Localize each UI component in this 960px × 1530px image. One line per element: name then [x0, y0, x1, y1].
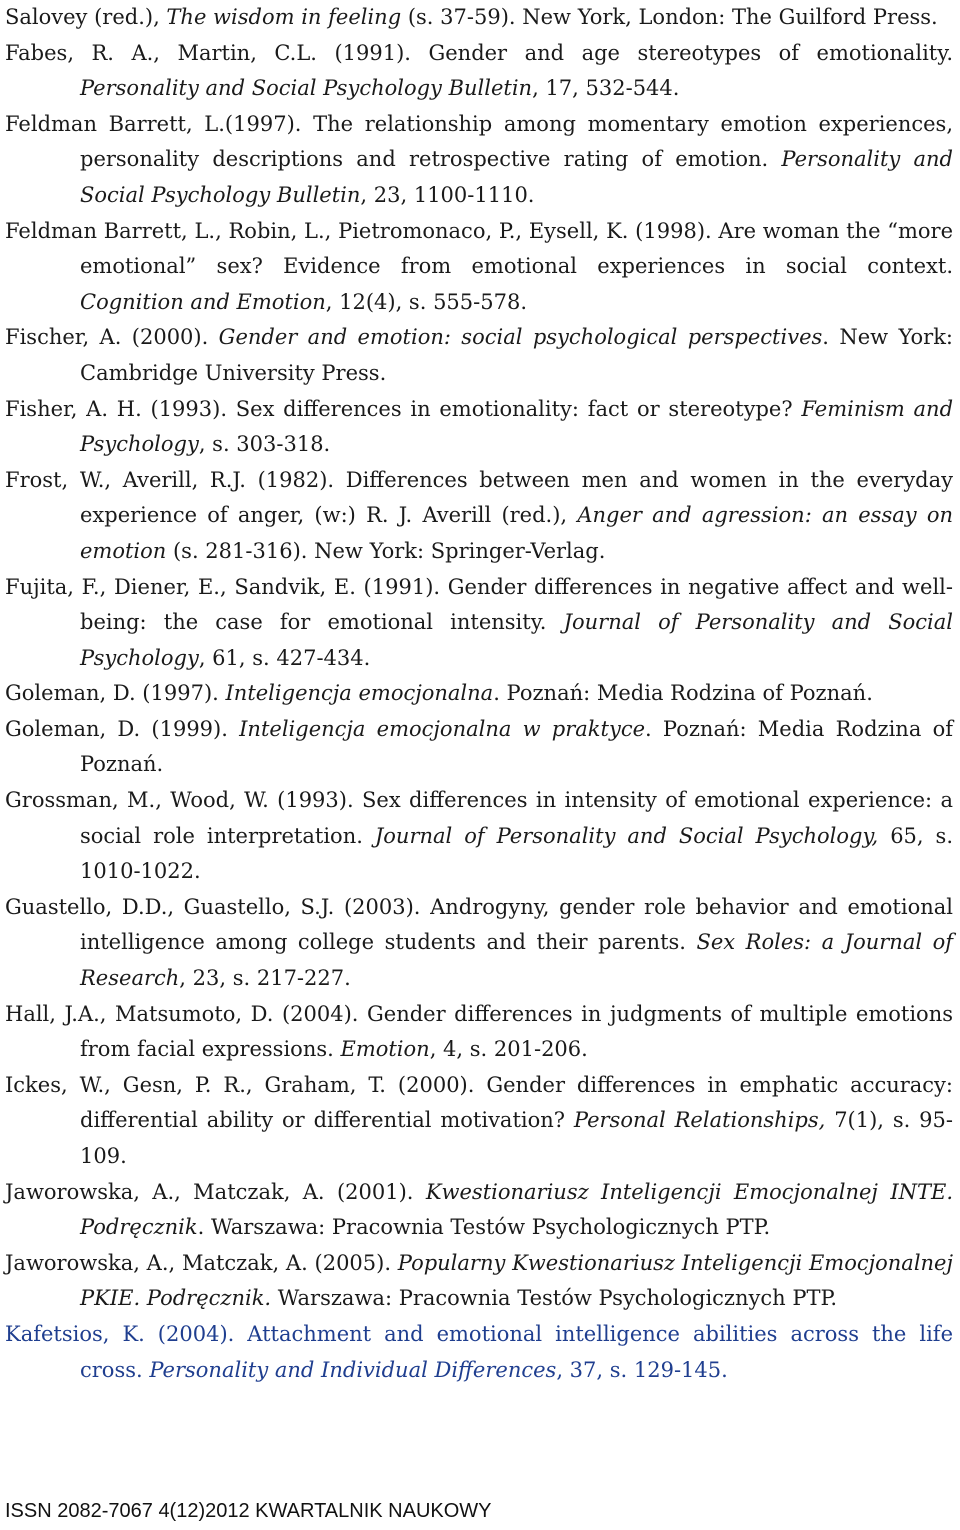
reference-title-italic: Popularny Kwestionariusz Inteligencji Emocjonalnej PKIE. Podręcznik. — [80, 1250, 953, 1311]
reference-text-segment: Goleman, D. (1997). — [5, 681, 226, 706]
reference-text-segment: . New York: Cambridge University Press. — [80, 325, 954, 385]
reference-text-segment: , s. 303-318. — [198, 432, 331, 457]
reference-text-segment: Salovey (red.), — [5, 5, 167, 29]
reference-title-italic: Kwestionariusz Inteligencji Emocjonalnej INTE. Podręcznik — [80, 1179, 953, 1240]
reference-text-segment: (s. 37-59). New York, London: The Guilford Press. — [401, 5, 938, 29]
reference-text-segment: . Poznań: Media Rodzina of Poznań. — [80, 716, 953, 777]
journal-footer: ISSN 2082-7067 4(12)2012 KWARTALNIK NAUKOWY — [5, 1500, 492, 1522]
reference-text-segment: , 23, 1100-1110. — [360, 182, 535, 207]
reference-text-segment: , 61, s. 427-434. — [198, 645, 371, 670]
reference-text-segment: Fischer, A. (2000). — [5, 325, 219, 350]
reference-title-italic: The wisdom in feeling — [166, 5, 402, 29]
reference-entry — [5, 107, 953, 214]
reference-entry — [5, 676, 953, 712]
reference-entry — [5, 392, 953, 463]
reference-text-segment: Goleman, D. (1999). — [5, 716, 240, 741]
reference-text-segment: Jaworowska, A., Matczak, A. (2001). — [5, 1179, 426, 1204]
reference-title-italic: Anger and agression: an essay on emotion — [80, 503, 953, 563]
reference-text-segment: Fabes, R. A., Martin, C.L. (1991). Gender and age stereotypes of emotionality. — [5, 40, 953, 65]
reference-entry — [5, 320, 953, 391]
reference-title-italic: Journal of Personality and Social Psychology, — [374, 823, 879, 848]
reference-entry — [5, 997, 953, 1068]
reference-text-segment: , 37, s. 129-145. — [556, 1357, 728, 1382]
reference-text-segment: Fisher, A. H. (1993). Sex differences in emotionality: fact or stereotype? — [5, 396, 802, 421]
reference-title-italic: Personality and Individual Differences — [149, 1357, 557, 1382]
reference-text-segment: (s. 281-316). New York: Springer-Verlag. — [166, 538, 606, 563]
reference-entry — [5, 1175, 953, 1246]
reference-entry — [5, 214, 953, 321]
reference-title-italic: Journal of Personality and Social Psychology — [80, 610, 953, 670]
reference-text-segment: , 23, s. 217-227. — [179, 966, 351, 991]
reference-entry — [5, 890, 953, 997]
reference-text-segment: Fujita, F., Diener, E., Sandvik, E. (1991). Gender differences in negative affect and well-being: the case for emotional intensity. — [5, 574, 953, 635]
reference-title-italic: Cognition and Emotion — [80, 289, 326, 314]
reference-text-segment: . Warszawa: Pracownia Testów Psychologicznych PTP. — [197, 1215, 771, 1240]
reference-list — [5, 0, 953, 1388]
reference-text-segment: Guastello, D.D., Guastello, S.J. (2003). Androgyny, gender role behavior and emotional intelligence among college students and their parents. — [5, 894, 953, 955]
reference-entry — [5, 1068, 953, 1175]
reference-entry — [5, 36, 953, 107]
reference-text-segment: Hall, J.A., Matsumoto, D. (2004). Gender differences in judgments of multiple emotions from facial expressions. — [5, 1001, 953, 1062]
reference-entry — [5, 1317, 953, 1388]
reference-text-segment: 65, s. 1010-1022. — [80, 823, 954, 884]
reference-text-segment: Warszawa: Pracownia Testów Psychologicznych PTP. — [271, 1286, 838, 1311]
reference-text-segment: Frost, W., Averill, R.J. (1982). Differences between men and women in the everyday experience of anger, (w:) R. J. Averill (red.), — [5, 467, 953, 528]
reference-text-segment: Kafetsios, K. (2004). Attachment and emotional intelligence abilities across the life cross. — [5, 1321, 953, 1382]
reference-title-italic: Inteligencja emocjonalna w praktyce — [239, 716, 646, 741]
reference-text-segment: Jaworowska, A., Matczak, A. (2005). — [5, 1250, 398, 1275]
reference-title-italic: Inteligencja emocjonalna — [225, 681, 494, 706]
reference-text-segment: 7(1), s. 95-109. — [80, 1108, 953, 1168]
reference-text-segment: , 4, s. 201-206. — [429, 1037, 588, 1062]
reference-text-segment: Grossman, M., Wood, W. (1993). Sex differences in intensity of emotional experience: a social role interpretation. — [5, 788, 953, 848]
reference-text-segment: . Poznań: Media Rodzina of Poznań. — [493, 681, 873, 706]
reference-entry — [5, 712, 953, 783]
reference-title-italic: Feminism and Psychology — [80, 396, 954, 457]
reference-entry — [5, 0, 953, 36]
reference-entry — [5, 783, 953, 890]
reference-entry — [5, 1246, 953, 1317]
reference-title-italic: Personality and Social Psychology Bulletin — [80, 147, 953, 207]
reference-text-segment: Feldman Barrett, L.(1997). The relationship among momentary emotion experiences, personality descriptions and retrospective rating of emotion. — [5, 111, 953, 172]
reference-entry — [5, 570, 953, 677]
reference-title-italic: Emotion — [340, 1037, 430, 1062]
reference-title-italic: Personality and Social Psychology Bulletin — [80, 76, 533, 101]
reference-title-italic: Personal Relationships, — [573, 1108, 826, 1133]
reference-text-segment: , 12(4), s. 555-578. — [325, 289, 527, 314]
reference-text-segment: Ickes, W., Gesn, P. R., Graham, T. (2000). Gender differences in emphatic accuracy: differential ability or differential motivation? — [5, 1072, 953, 1133]
reference-title-italic: Gender and emotion: social psychological perspectives — [218, 325, 823, 350]
reference-entry — [5, 463, 953, 570]
reference-title-italic: Sex Roles: a Journal of Research — [80, 930, 953, 991]
reference-text-segment: Feldman Barrett, L., Robin, L., Pietromonaco, P., Eysell, K. (1998). Are woman the “more emotional” sex? Evidence from emotional experiences in social context. — [5, 218, 953, 279]
reference-text-segment: , 17, 532-544. — [532, 76, 680, 101]
